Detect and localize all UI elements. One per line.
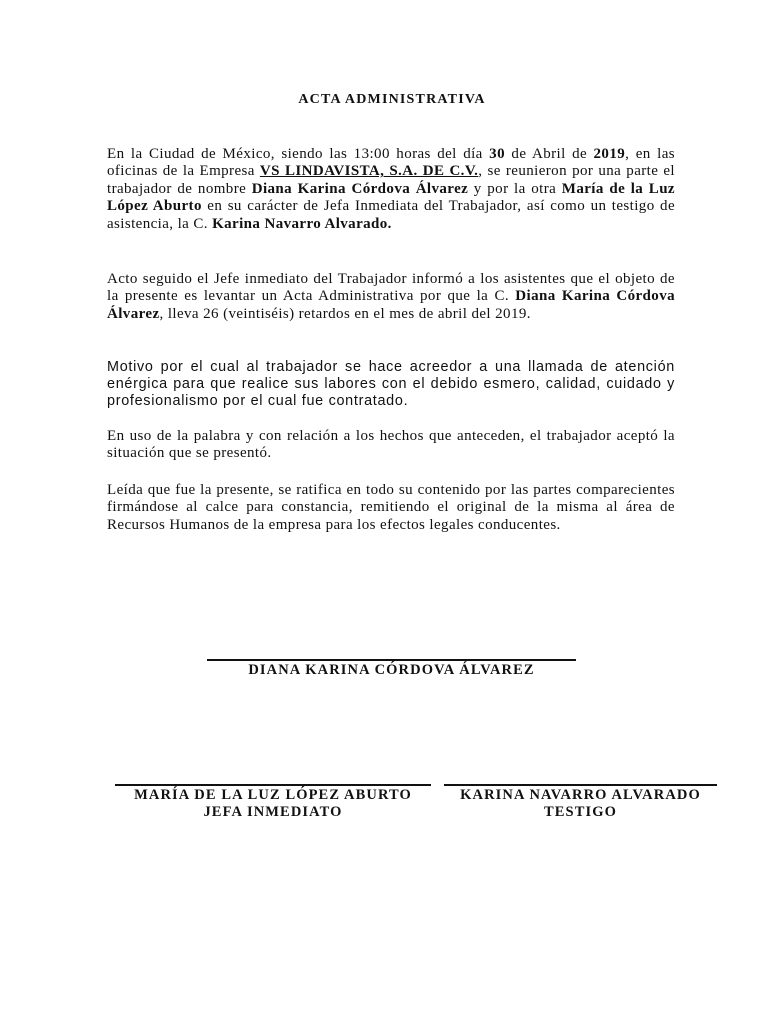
- meeting-year: 2019: [593, 146, 626, 162]
- worker-signature-name: DIANA KARINA CÓRDOVA ÁLVAREZ: [248, 662, 535, 678]
- paragraph-meeting: [107, 146, 675, 233]
- witness-name: Karina Navarro Alvarado.: [212, 215, 392, 232]
- paragraph-purpose: [107, 271, 675, 323]
- witness-signature-role: TESTIGO: [544, 804, 617, 820]
- paragraph-ratification: Leída que fue la presente, se ratifica en todo su contenido por las partes comparecientes firmándose al calce para constancia, remitiendo el original de la misma al área de Recursos Humanos de la empresa para los efectos legales conducentes.: [107, 482, 675, 533]
- witness-signature-block: [444, 787, 717, 821]
- paragraph-text: Acto seguido el Jefe inmediato del Trabajador informó a los asistentes que el objeto de la presente es levantar un Acta Administrativa por que la C.: [107, 271, 675, 305]
- supervisor-signature-name: MARÍA DE LA LUZ LÓPEZ ABURTO: [134, 787, 412, 803]
- worker-signature-block: [207, 662, 576, 679]
- company-name: VS LINDAVISTA, S.A. DE C.V.: [259, 163, 479, 180]
- worker-name: Diana Karina Córdova Álvarez: [107, 288, 676, 322]
- worker-name: Diana Karina Córdova Álvarez: [251, 180, 469, 197]
- worker-signature-line: [207, 659, 576, 661]
- supervisor-signature-block: [115, 787, 431, 821]
- paragraph-text: en su carácter de Jefa Inmediata del Trabajador, así como un testigo de asistencia, la C.: [107, 198, 675, 232]
- paragraph-acceptance: En uso de la palabra y con relación a los hechos que anteceden, el trabajador aceptó la situación que se presentó.: [107, 428, 675, 462]
- supervisor-signature-line: [115, 784, 431, 786]
- witness-signature-line: [444, 784, 717, 786]
- paragraph-text: y por la otra: [468, 180, 562, 197]
- document-title: ACTA ADMINISTRATIVA: [298, 92, 486, 107]
- supervisor-signature-role: JEFA INMEDIATO: [203, 804, 343, 820]
- paragraph-text: , lleva 26 (veintiséis) retardos en el mes de abril del 2019.: [159, 305, 531, 322]
- paragraph-reason: Motivo por el cual al trabajador se hace acreedor a una llamada de atención enérgica para que realice sus labores con el debido esmero, calidad, cuidado y profesionalismo por el cual fue contratado.: [107, 359, 675, 410]
- paragraph-text: , se reunieron por una parte el trabajador de nombre: [107, 163, 675, 197]
- paragraph-text: En la Ciudad de México, siendo las 13:00 horas del día: [107, 146, 490, 162]
- witness-signature-name: KARINA NAVARRO ALVARADO: [460, 787, 701, 803]
- paragraph-text: de Abril de: [504, 146, 594, 162]
- supervisor-name: María de la Luz López Aburto: [107, 180, 675, 215]
- paragraph-text: , en las oficinas de la Empresa: [107, 146, 675, 180]
- meeting-day: 30: [489, 146, 505, 162]
